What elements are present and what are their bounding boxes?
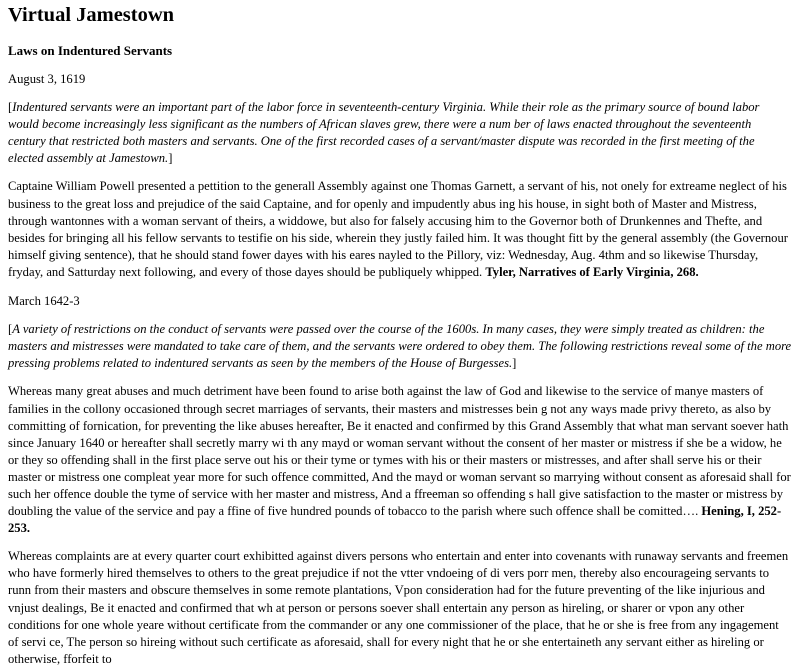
law-text: Whereas many great abuses and much detriment have been found to arise both against the law of God and likewise to the service of manye masters of families in the collony occasioned through secret marriages of servants, their masters and mistresses bein g not any ways made privy thereto, as also by committing of fornication, for preventing the like abuses hereafter, Be it enacted and confirmed by this Grand Assembly that what man servant soever hath since January 1640 or hereafter shall secretly marry wi th any mayd or woman servant without the consent of her master or mistress if she be a widow, he or they so offending shall in the first place serve out his or their tyme or tymes with his or their masters or mistresses, and after shall serve his or their master or mistress one compleat year more for such offence committed, And the mayd or woman servant so marrying without consent as aforesaid shall for such her offence double the tyme of service with her master and mistress, And a ffreeman so offending s hall give satisfaction to the master or mistress by doubling the value of the service and pay a ffine of five hundred pounds of tobacco to the parish where such offence shall be comitted…. (8, 384, 791, 519)
site-title: Virtual Jamestown (8, 4, 175, 26)
editorial-note-text: A variety of restrictions on the conduct of servants were passed over the course of the 1600s. In many cases, they were simply treated as children: the masters and mistresses were mandated to take care of them, and the servants were ordered to obey them. The following restrictions reveal some of the more pressing problems related to indentured servants as seen by the members of the House of Burgesses. (8, 322, 792, 371)
citation: Tyler, Narratives of Early Virginia, 268. (485, 264, 699, 279)
section-date: March 1642-3 (8, 294, 80, 309)
law-paragraph (8, 548, 792, 668)
law-text: Whereas complaints are at every quarter court exhibitted against divers persons who entertain and enter into covenants with runaway servants and freemen who have formerly hired themselves to others to the great prejudice if not the vtter vndoeing of di vers porr men, thereby also encourageing servants to runn from their masters and obscure themselves in some remote plantations, Vpon consideration had for the future preventing of the like injurious and vnjust dealings, Be it enacted and confirmed that wh at person or persons soever shall entertain any person as hireling, or sharer or vpon any other conditions for one whole yeare without certificate from the commander or any one commissioner of the place, that he or she is free from any ingagement of servi ce, The person so hireing without such certificate as aforesaid, shall for every night that he or she entertaineth any servant either as hireling or otherwise, fforfeit to (8, 549, 789, 666)
law-text: Captaine William Powell presented a pettition to the generall Assembly against one Thomas Garnett, a servant of his, not onely for extreame neglect of his business to the great loss and prejudice of the said Captaine, and for openly and impudently abus ing his house, in sight both of Master and Mistress, through wantonnes with a woman servant of theirs, a widdowe, but also for falsely accusing him to the Governor both of Drunkennes and Thefte, and besides for bringing all his fellow servants to testifie on his side, wherein they justly failed him. It was thought fitt by the general assembly (the Governour himself giving sentence), that he should stand fower dayes with his eares nayled to the Pillory, viz: Wednesday, Aug. 4thm and so likewise Thursday, fryday, and Satturday next following, and every of those dayes should be publiquely whipped. (8, 179, 788, 279)
section-1619 (8, 71, 792, 281)
section-date: August 3, 1619 (8, 72, 86, 86)
editorial-note: [Indentured servants were an important part of the labor force in seventeenth-century Virginia. While their role as the primary source of bound labor would become increasingly less significant as the numbers of African slaves grew, there were a num ber of laws enacted throughout the seventeenth century that restricted both masters and servants. One of the first recorded cases of a servant/master dispute was recorded in the first meeting of the elected assembly at Jamestown.] (8, 100, 760, 166)
law-paragraph (8, 178, 792, 281)
citation: Hening, I, 252-253. (8, 504, 782, 536)
editorial-note: [A variety of restrictions on the conduct of servants were passed over the course of the 1600s. In many cases, they were simply treated as children: the masters and mistresses were mandated to take care of them, and the servants were ordered to obey them. The following restrictions reveal some of the more pressing problems related to indentured servants as seen by the members of the House of Burgesses.] (8, 322, 792, 371)
page-title: Laws on Indentured Servants (8, 43, 173, 58)
law-paragraph (8, 383, 792, 537)
document-page (0, 3, 800, 666)
editorial-note-text: Indentured servants were an important part of the labor force in seventeenth-century Virginia. While their role as the primary source of bound labor would become increasingly less significant as the numbers of African slaves grew, there were a num ber of laws enacted throughout the seventeenth century that restricted both masters and servants. One of the first recorded cases of a servant/master dispute was recorded in the first meeting of the elected assembly at Jamestown. (8, 100, 760, 166)
section-1642 (8, 293, 792, 668)
